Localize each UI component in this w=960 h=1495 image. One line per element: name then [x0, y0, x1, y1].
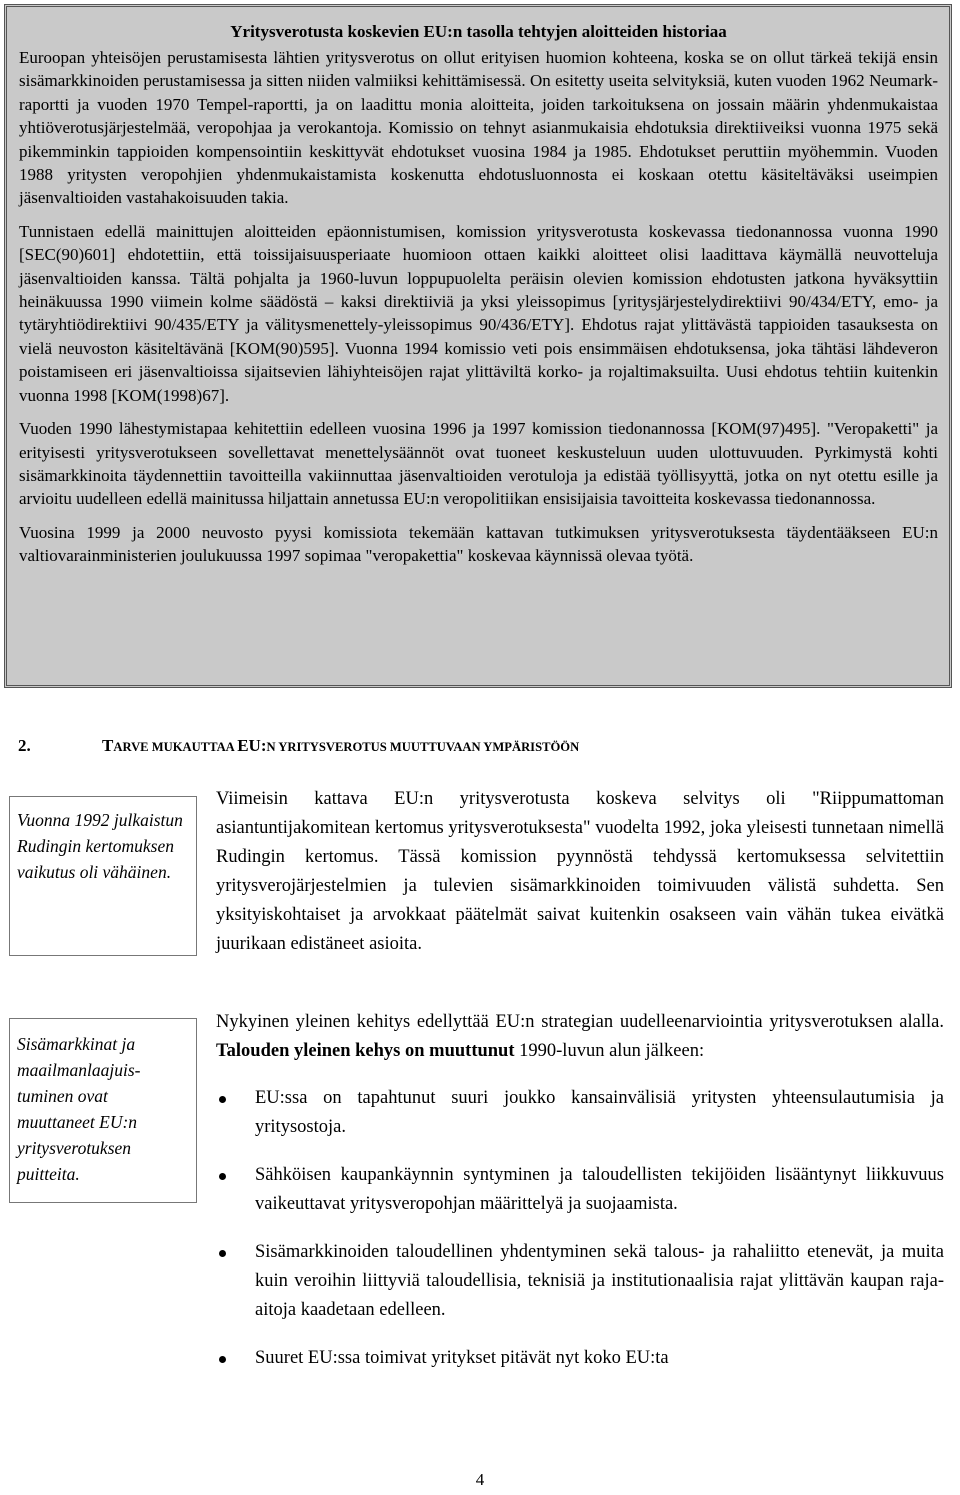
main-paragraph-1-text: Viimeisin kattava EU:n yritysverotusta koskeva selvitys oli "Riippumattoman asiantuntijakomitean kertomus yritysverotuksesta" vuodelta 1992, joka yleisesti tunnetaan nimellä Rudingin kertomus. Tässä komission pyynnöstä tehdyssä kertomuksessa selvitettiin yritysverojärjestelmien ja tulevien sisämarkkinoiden toimivuuden välistä suhdetta. Sen yksityiskohtaiset ja arvokkaat päätelmät saivat kuitenkin osakseen vain vähän tukea eivätkä juurikaan edistäneet asioita. — [216, 789, 944, 954]
bullet-icon — [219, 1356, 226, 1363]
p2-start: Nykyinen yleinen kehitys edellyttää EU:n strategian uudelleenarviointia yritysverotuksen alalla. — [216, 1012, 944, 1032]
main-paragraph-1 — [216, 785, 944, 959]
section-title-part-1: T — [102, 736, 114, 755]
section-title-part-3: EU: — [237, 736, 267, 755]
sidenote-rudingin: Vuonna 1992 julkaistun Rudingin kertomuksen vaikutus oli vähäinen. — [9, 796, 197, 956]
bullet-icon — [219, 1173, 226, 1180]
list-item — [216, 1344, 944, 1373]
list-item — [216, 1161, 944, 1219]
p2-end: 1990-luvun alun jälkeen: — [514, 1041, 705, 1061]
bullet-icon — [219, 1096, 226, 1103]
section-title-part-4: N YRITYSVEROTUS MUUTTUVAAN YMPÄRISTÖÖN — [266, 740, 580, 754]
p2-bold: Talouden yleinen kehys on muuttunut — [216, 1041, 515, 1061]
box-paragraph-3: Vuoden 1990 lähestymistapaa kehitettiin edelleen vuosina 1996 ja 1997 komission tiedonannossa [KOM(97)495]. "Veropaketti" ja erityisesti yritysverotukseen sovellettavat menettelysäännöt ovat tuoneet keskusteluun uuden ulottuvuuden. Pyrkimystä kohti sisämarkkinoita täydennettiin tavoitteilla vakiinnuttaa jäsenvaltioiden verotuloja ja edistää työllisyyttä, jotka on nyt otettu esille ja arvioitu uudelleen edellä mainitussa hiljattain annetussa EU:n veropolitiikan ensisijaisia tavoitteita koskevassa tiedonannossa. — [19, 419, 938, 509]
main-paragraph-2 — [216, 1008, 944, 1392]
list-item-text: EU:ssa on tapahtunut suuri joukko kansainvälisiä yritysten yhteensulautumisia ja yritysostoja. — [255, 1088, 944, 1137]
section-number: 2. — [18, 736, 31, 755]
list-item-text: Sisämarkkinoiden taloudellinen yhdentyminen sekä talous- ja rahaliitto etenevät, ja muita kuin veroihin liittyviä taloudellisia, teknisiä ja institutionaalisia rajat ylittävän kaupan raja-aitoja kaadetaan edelleen. — [255, 1242, 944, 1320]
sidenote-sisamarkkinat: Sisämarkkinat ja maailmanlaajuis-tuminen ovat muuttaneet EU:n yritysverotuksen puitteita. — [9, 1018, 197, 1203]
box-paragraph-4: Vuosina 1999 ja 2000 neuvosto pyysi komissiota tekemään kattavan tutkimuksen yritysverotuksesta täydentääkseen EU:n valtiovarainministerien joulukuussa 1997 sopimaa "veropakettia" koskevaa käynnissä olevaa työtä. — [19, 522, 938, 566]
list-item — [216, 1084, 944, 1142]
main-paragraph-2-text — [216, 1008, 944, 1066]
bullet-list — [216, 1084, 944, 1373]
list-item-text: Sähköisen kaupankäynnin syntyminen ja taloudellisten tekijöiden lisääntynyt liikkuvuus vaikeuttavat yritysveropohjan määrittelyä ja suojaamista. — [255, 1165, 944, 1214]
list-item-text: Suuret EU:ssa toimivat yritykset pitävät nyt koko EU:ta — [255, 1348, 669, 1368]
box-paragraph-1: Euroopan yhteisöjen perustamisesta lähtien yritysverotus on ollut erityisen huomion kohteena, koska se on ollut tärkeä tekijä ensin sisämarkkinoiden perustamisessa ja sitten niiden valmiiksi kehittämisessä. On esitetty useita selvityksiä, kuten vuoden 1962 Neumark-raportti ja vuoden 1970 Tempel-raportti, ja on laadittu monia aloitteita, joiden tarkoituksena on jossain määrin yhdenmukaistaa yhtiöverotusjärjestelmää, veropohjaa ja verokantoja. Komissio on tehnyt asianmukaisia ehdotuksia direktiiveiksi vuonna 1975 sekä pikemminkin tappioiden kompensointiin keskittyvät ehdotukset vuosina 1984 ja 1985. Ehdotukset peruttiin myöhemmin. Vuoden 1988 yritysten veropohjien yhdenmukaistamista koskenutta ehdotusluonnosta ei koskaan otettu käsiteltäväksi useimpien jäsenvaltioiden vastahakoisuuden takia. — [19, 48, 938, 208]
section-title-part-2: ARVE MUKAUTTAA — [113, 740, 238, 754]
history-box — [4, 4, 952, 688]
box-title: Yritysverotusta koskevien EU:n tasolla tehtyjen aloitteiden historiaa — [230, 22, 727, 41]
bullet-icon — [219, 1250, 226, 1257]
page-number: 4 — [475, 1470, 485, 1489]
section-heading — [18, 733, 948, 760]
box-paragraph-2: Tunnistaen edellä mainittujen aloitteiden epäonnistumisen, komission yritysverotusta koskevassa tiedonannossa vuonna 1990 [SEC(90)601] ehdotettiin, että toissijaisuusperiaate huomioon ottaen kaikki aloitteet olisi laadittava käymällä neuvotteluja jäsenvaltioiden kanssa. Tältä pohjalta ja 1960-luvun loppupuolelta peräisin olevien komission ehdotusten jatkona hyväksyttiin heinäkuussa 1990 viimein kolme säädöstä – kaksi direktiiviä ja yksi yleissopimus [yritysjärjestelydirektiivi 90/434/ETY, emo- ja tytäryhtiödirektiivi 90/435/ETY ja välitysmenettely-yleissopimus 90/436/ETY]. Ehdotus rajat ylittävästä tappioiden tasauksesta on vielä neuvoston käsiteltävänä [KOM(90)595]. Vuonna 1994 komissio veti pois ensimmäisen ehdotuksensa, joka tähtäsi lähdeveron poistamiseen eri jäsenvaltioissa sijaitsevien lähiyhteisöjen rajat ylittäviltä korko- ja rojaltimaksuilta. Uusi ehdotus tehtiin kuitenkin vuonna 1998 [KOM(1998)67]. — [19, 221, 938, 405]
list-item — [216, 1238, 944, 1325]
